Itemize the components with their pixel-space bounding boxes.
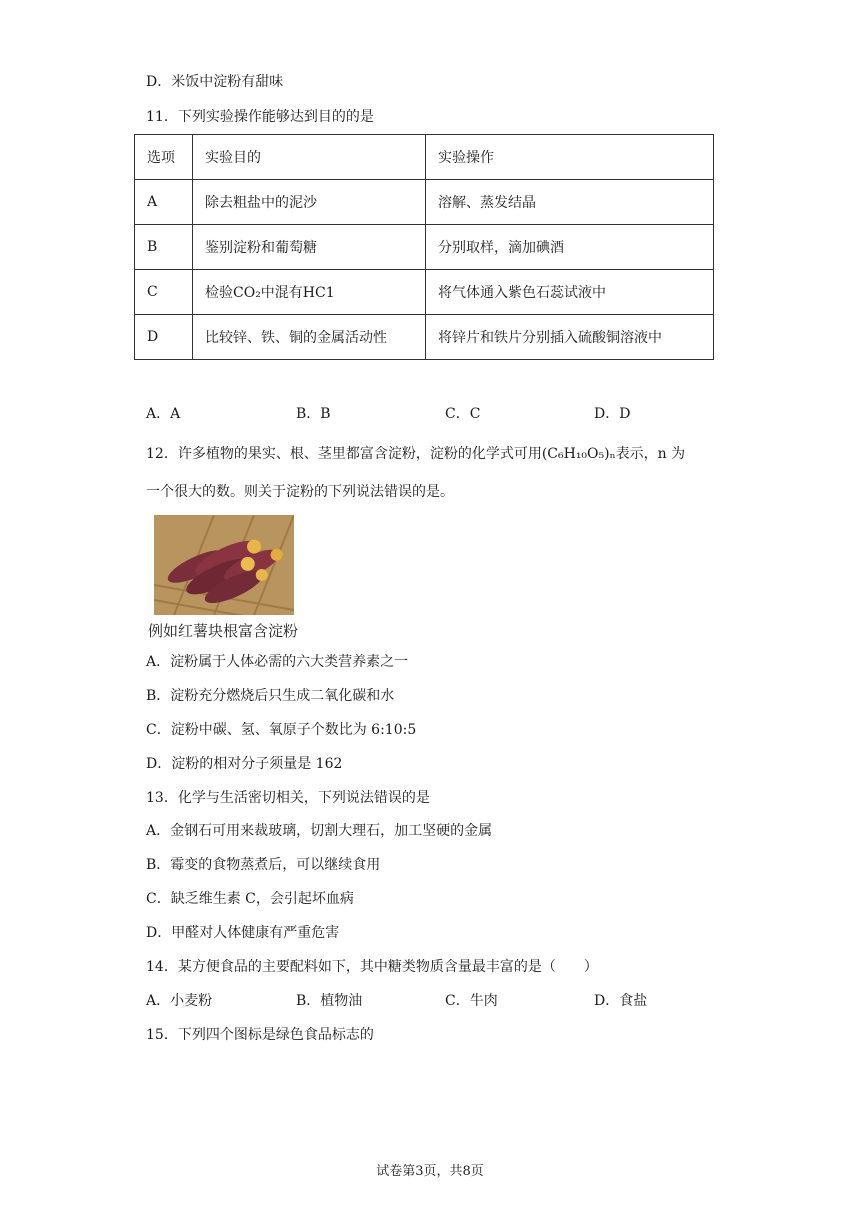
q12-option-c: C．淀粉中碳、氢、氧原子个数比为 6:10:5: [146, 722, 417, 738]
table-row: [135, 180, 714, 225]
table-cell: 分别取样，滴加碘酒: [426, 225, 714, 270]
table-cell: 除去粗盐中的泥沙: [193, 180, 426, 225]
table-header: 实验目的: [193, 135, 426, 180]
q12-option-b: B．淀粉充分燃烧后只生成二氧化碳和水: [146, 688, 395, 704]
table-cell: A: [135, 180, 193, 225]
q14-option-b: B．植物油: [296, 993, 363, 1009]
sweet-potato-illustration: [154, 515, 294, 615]
sweet-potato-photo: [154, 515, 294, 615]
q11-stem: 11．下列实验操作能够达到目的的是: [146, 109, 374, 125]
q11-option-a: A．A: [146, 406, 181, 422]
q13-option-b: B．霉变的食物蒸煮后，可以继续食用: [146, 857, 381, 873]
q14-option-a: A．小麦粉: [146, 993, 213, 1009]
table-header-row: [135, 135, 714, 180]
table-cell: D: [135, 315, 193, 360]
q10-option-d: D．米饭中淀粉有甜味: [146, 74, 284, 90]
q12-stem-line2: 一个很大的数。则关于淀粉的下列说法错误的是。: [146, 484, 454, 500]
table-row: [135, 270, 714, 315]
q13-stem: 13．化学与生活密切相关，下列说法错误的是: [146, 790, 430, 806]
table-cell: B: [135, 225, 193, 270]
q11-option-c: C．C: [445, 406, 481, 422]
page-footer: 试卷第3页，共8页: [376, 1164, 484, 1179]
table-header: 选项: [135, 135, 193, 180]
q12-stem-part1: 12．许多植物的果实、根、茎里都富含淀粉，淀粉的化学式可用: [146, 446, 542, 462]
table-cell: 检验CO₂中混有HC1: [193, 270, 426, 315]
starch-formula: (C₆H₁₀O₅)ₙ: [541, 446, 616, 462]
q14-option-c: C．牛肉: [445, 993, 498, 1009]
photo-caption: 例如红薯块根富含淀粉: [148, 622, 299, 640]
q11-option-d: D．D: [594, 406, 631, 422]
table-row: [135, 315, 714, 360]
table-cell: 溶解、蒸发结晶: [426, 180, 714, 225]
q11-table: [134, 134, 714, 360]
table-cell: 将锌片和铁片分别插入硫酸铜溶液中: [426, 315, 714, 360]
q11-option-b: B．B: [296, 406, 331, 422]
q14-stem: 14．某方便食品的主要配料如下，其中糖类物质含量最丰富的是（ ）: [146, 959, 598, 975]
q12-stem-line1: [146, 444, 685, 464]
q12-option-a: A．淀粉属于人体必需的六大类营养素之一: [146, 654, 409, 670]
table-cell: C: [135, 270, 193, 315]
q14-option-d: D．食盐: [594, 993, 648, 1009]
q13-option-c: C．缺乏维生素 C，会引起坏血病: [146, 891, 354, 907]
table-cell: 比较锌、铁、铜的金属活动性: [193, 315, 426, 360]
table-cell: 鉴别淀粉和葡萄糖: [193, 225, 426, 270]
q15-stem: 15．下列四个图标是绿色食品标志的: [146, 1027, 374, 1043]
table-header: 实验操作: [426, 135, 714, 180]
q13-option-d: D．甲醛对人体健康有严重危害: [146, 925, 340, 941]
table-cell: 将气体通入紫色石蕊试液中: [426, 270, 714, 315]
q12-option-d: D．淀粉的相对分子须量是 162: [146, 756, 343, 772]
q12-stem-part2: 表示，n 为: [615, 446, 686, 462]
q13-option-a: A．金钢石可用来裁玻璃，切割大理石，加工坚硬的金属: [146, 823, 493, 839]
table-row: [135, 225, 714, 270]
